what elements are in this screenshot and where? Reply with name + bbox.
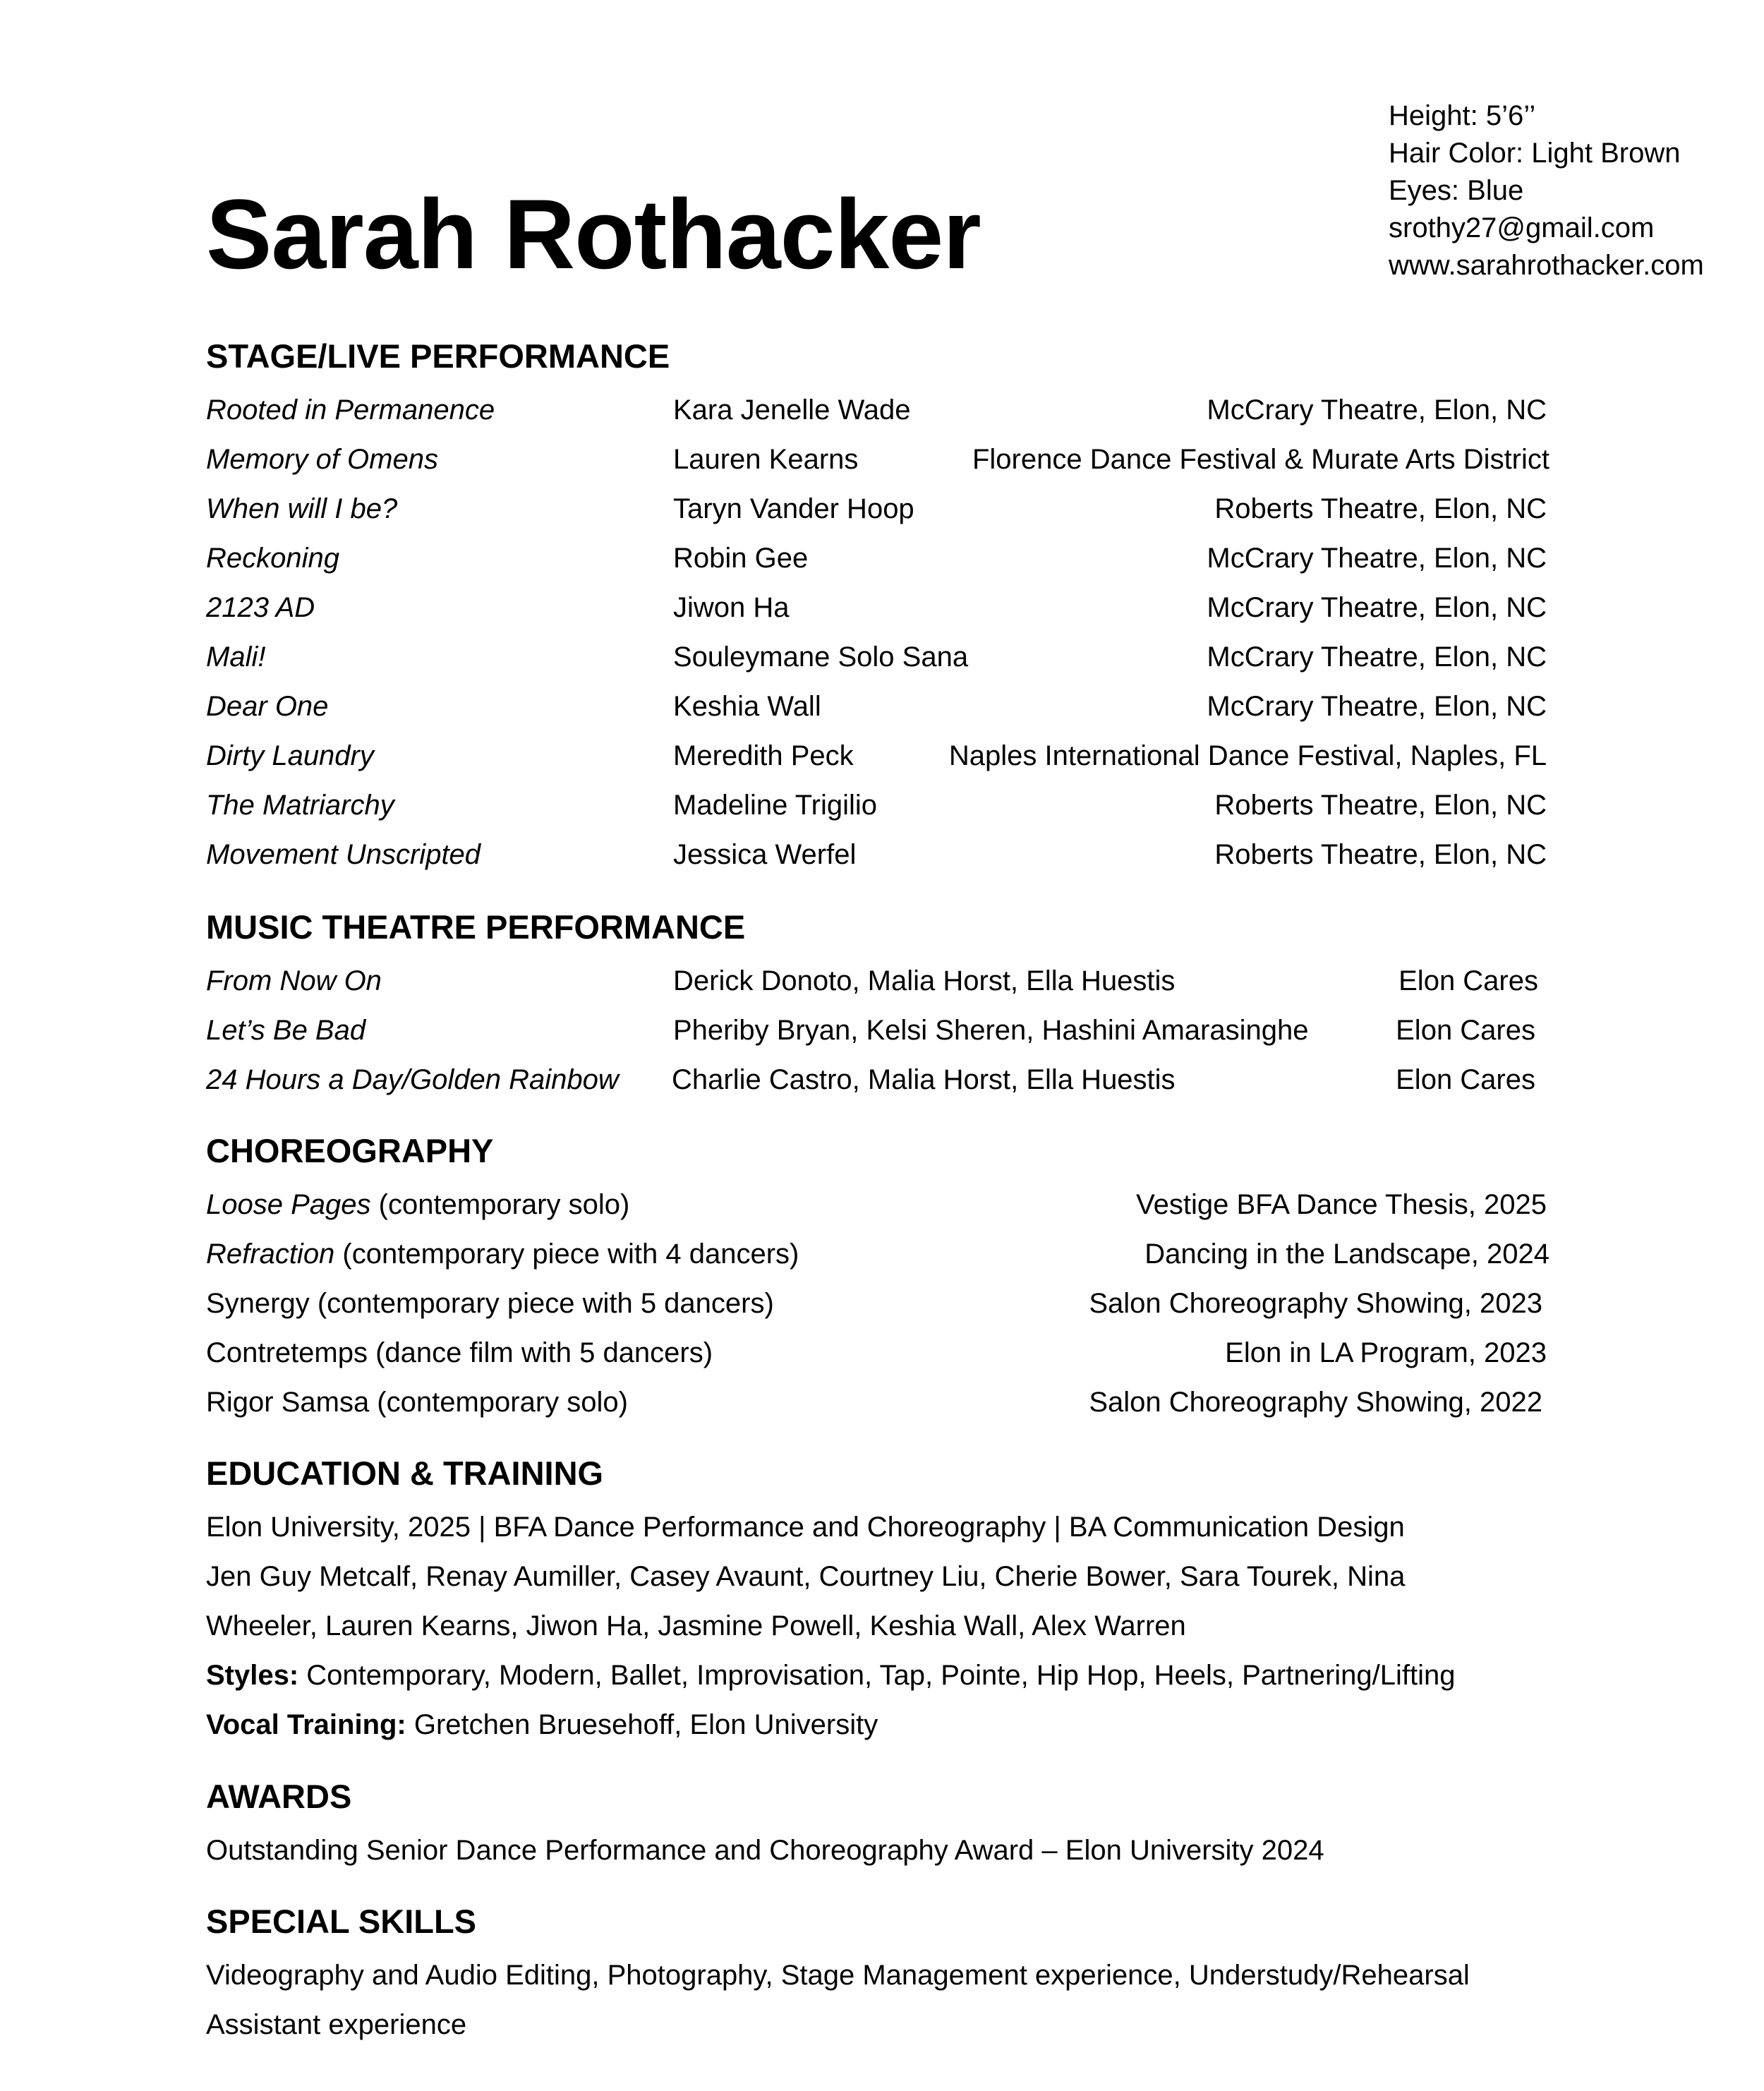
work-title: From Now On [206, 965, 382, 996]
venue: Roberts Theatre, Elon, NC [1214, 493, 1547, 524]
venue: Roberts Theatre, Elon, NC [1214, 790, 1547, 821]
work-title: The Matriarchy [206, 790, 394, 821]
work-title: 2123 AD [206, 592, 315, 623]
stage-row [206, 435, 1547, 484]
piece [206, 1180, 629, 1229]
styles-list: Contemporary, Modern, Ballet, Improvisation, Tap, Pointe, Hip Hop, Heels, Partnering/Lifting [298, 1660, 1456, 1691]
website[interactable]: www.sarahrothacker.com [1389, 250, 1704, 281]
award-item: Outstanding Senior Dance Performance and Choreography Award – Elon University 2024 [206, 1835, 1324, 1866]
choreographer: Kara Jenelle Wade [673, 394, 911, 426]
work-title: Memory of Omens [206, 444, 438, 475]
skills-line-1: Videography and Audio Editing, Photography, Stage Management experience, Understudy/Rehearsal [206, 1960, 1470, 1991]
work-title: Mali! [206, 641, 266, 673]
venue: Elon Cares [1396, 1064, 1535, 1095]
cast: Charlie Castro, Malia Horst, Ella Huestis [672, 1064, 1176, 1095]
venue: Naples International Dance Festival, Naples, FL [948, 740, 1547, 771]
venue: McCrary Theatre, Elon, NC [1207, 543, 1547, 574]
styles [206, 1651, 1582, 1700]
piece-description: Rigor Samsa (contemporary solo) [206, 1387, 628, 1418]
choreographer: Taryn Vander Hoop [673, 493, 914, 524]
stage-row [206, 583, 1547, 632]
choreography-row [206, 1328, 1547, 1378]
stage-row [206, 781, 1547, 830]
venue: Dancing in the Landscape, 2024 [1144, 1239, 1549, 1270]
teachers-line-2: Wheeler, Lauren Kearns, Jiwon Ha, Jasmine Powell, Keshia Wall, Alex Warren [206, 1610, 1186, 1641]
skills-section-title: SPECIAL SKILLS [206, 1903, 477, 1940]
venue: Salon Choreography Showing, 2022 [1089, 1387, 1542, 1418]
work-title: When will I be? [206, 493, 398, 524]
vocal-label: Vocal Training: [206, 1709, 406, 1740]
choreography-row [206, 1378, 1547, 1427]
choreographer: Souleymane Solo Sana [673, 641, 969, 673]
music-section-title: MUSIC THEATRE PERFORMANCE [206, 908, 746, 946]
skills-line-2: Assistant experience [206, 2009, 467, 2040]
vocal-teacher: Gretchen Bruesehoff, Elon University [406, 1709, 878, 1740]
venue: McCrary Theatre, Elon, NC [1207, 641, 1547, 673]
venue: Elon in LA Program, 2023 [1225, 1337, 1547, 1368]
stage-section-title: STAGE/LIVE PERFORMANCE [206, 337, 670, 375]
work-title: Let’s Be Bad [206, 1015, 366, 1046]
venue: Florence Dance Festival & Murate Arts District [972, 444, 1549, 475]
skills-body [206, 1951, 1582, 2049]
work-title: Movement Unscripted [206, 839, 481, 870]
work-title: Reckoning [206, 543, 340, 574]
cast: Pheriby Bryan, Kelsi Sheren, Hashini Amarasinghe [673, 1015, 1309, 1046]
piece-title: Loose Pages [206, 1189, 371, 1220]
choreography-section-title: CHOREOGRAPHY [206, 1132, 494, 1169]
piece-description: (contemporary piece with 4 dancers) [334, 1239, 799, 1270]
venue: Elon Cares [1396, 1015, 1535, 1046]
hair-color: Hair Color: Light Brown [1389, 138, 1681, 169]
choreographer: Lauren Kearns [673, 444, 859, 475]
piece-description: (contemporary solo) [370, 1189, 630, 1220]
music-row [206, 1055, 1547, 1104]
choreography-row [206, 1180, 1547, 1229]
styles-label: Styles: [206, 1660, 299, 1691]
venue: McCrary Theatre, Elon, NC [1207, 394, 1547, 426]
piece-description: Contretemps (dance film with 5 dancers) [206, 1337, 713, 1368]
venue: McCrary Theatre, Elon, NC [1207, 691, 1547, 722]
piece [206, 1229, 799, 1279]
choreographer: Madeline Trigilio [673, 790, 878, 821]
choreographer: Meredith Peck [673, 740, 854, 771]
work-title: Dirty Laundry [206, 740, 374, 771]
venue: Salon Choreography Showing, 2023 [1089, 1288, 1542, 1319]
vocal-training [206, 1700, 1582, 1749]
stage-row [206, 632, 1547, 682]
email[interactable]: srothy27@gmail.com [1389, 212, 1655, 243]
piece-description: Synergy (contemporary piece with 5 dancers) [206, 1288, 774, 1319]
piece-title: Refraction [206, 1239, 335, 1270]
stage-row [206, 484, 1547, 534]
music-row [206, 1006, 1547, 1055]
work-title: Dear One [206, 691, 329, 722]
venue: Elon Cares [1398, 965, 1538, 996]
stage-row [206, 385, 1547, 435]
choreographer: Keshia Wall [673, 691, 821, 722]
music-row [206, 956, 1547, 1006]
degree: Elon University, 2025 | BFA Dance Performance and Choreography | BA Communication Design [206, 1512, 1405, 1543]
cast: Derick Donoto, Malia Horst, Ella Huestis [673, 965, 1176, 996]
education-body [206, 1502, 1582, 1749]
awards-section-title: AWARDS [206, 1778, 352, 1815]
eye-color: Eyes: Blue [1389, 175, 1524, 206]
stage-row [206, 731, 1547, 781]
choreographer: Robin Gee [673, 543, 809, 574]
choreography-row [206, 1279, 1547, 1328]
education-section-title: EDUCATION & TRAINING [206, 1454, 604, 1492]
choreographer: Jessica Werfel [673, 839, 857, 870]
work-title: 24 Hours a Day/Golden Rainbow [206, 1064, 619, 1095]
stage-row [206, 534, 1547, 583]
stage-row [206, 682, 1547, 731]
work-title: Rooted in Permanence [206, 394, 495, 426]
teachers-line-1: Jen Guy Metcalf, Renay Aumiller, Casey Avaunt, Courtney Liu, Cherie Bower, Sara Tourek, Nina [206, 1561, 1406, 1592]
choreography-row [206, 1229, 1547, 1279]
contact-info [1389, 97, 1704, 284]
stage-row [206, 830, 1547, 879]
venue: Roberts Theatre, Elon, NC [1214, 839, 1547, 870]
height: Height: 5’6’’ [1389, 100, 1536, 131]
venue: Vestige BFA Dance Thesis, 2025 [1136, 1189, 1547, 1220]
venue: McCrary Theatre, Elon, NC [1207, 592, 1547, 623]
choreographer: Jiwon Ha [673, 592, 790, 623]
candidate-name: Sarah Rothacker [206, 179, 981, 289]
